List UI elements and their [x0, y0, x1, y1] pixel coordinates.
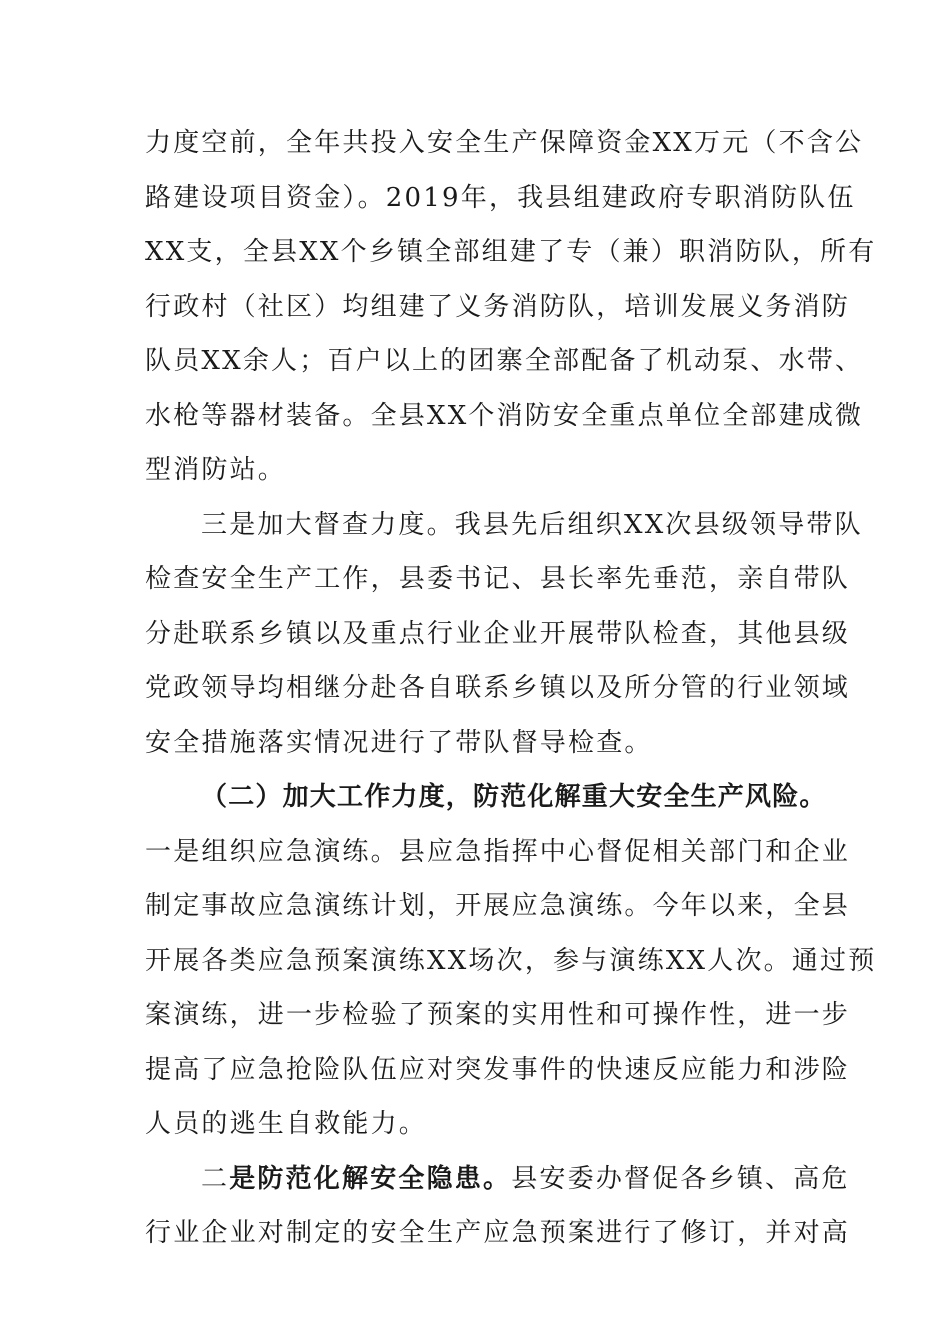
paragraph-line: 案演练，进一步检验了预案的实用性和可操作性，进一步: [145, 1000, 851, 1030]
paragraph-line: 型消防站。: [145, 455, 287, 485]
paragraph-line: 人员的逃生自救能力。: [145, 1109, 428, 1139]
paragraph-text: 县安委办督促各乡镇、高危: [511, 1164, 850, 1194]
paragraph-line: XX支，全县XX个乡镇全部组建了专（兼）职消防队，所有: [145, 237, 877, 267]
paragraph-line: 安全措施落实情况进行了带队督导检查。: [145, 728, 653, 758]
paragraph-line: 三是加大督查力度。我县先后组织XX次县级领导带队: [201, 510, 863, 540]
bold-subheading: 是防范化解安全隐患。: [229, 1164, 512, 1194]
paragraph-line: 队员XX余人；百户以上的团寨全部配备了机动泵、水带、: [145, 346, 864, 376]
paragraph-lead: 二: [201, 1164, 230, 1194]
paragraph-line: 提高了应急抢险队伍应对突发事件的快速反应能力和涉险: [145, 1055, 851, 1085]
section-heading: （二）加大工作力度，防范化解重大安全生产风险。: [201, 782, 827, 812]
paragraph-line: 分赴联系乡镇以及重点行业企业开展带队检查，其他县级: [145, 619, 851, 649]
paragraph-line: 党政领导均相继分赴各自联系乡镇以及所分管的行业领域: [145, 673, 851, 703]
paragraph-line: 检查安全生产工作，县委书记、县长率先垂范，亲自带队: [145, 564, 851, 594]
paragraph-line: 水枪等器材装备。全县XX个消防安全重点单位全部建成微: [145, 401, 864, 431]
paragraph-line: 开展各类应急预案演练XX场次，参与演练XX人次。通过预: [145, 946, 877, 976]
paragraph-line: 路建设项目资金）。2019年，我县组建政府专职消防队伍: [145, 183, 856, 213]
paragraph-line: 力度空前，全年共投入安全生产保障资金XX万元（不含公: [145, 128, 864, 158]
paragraph-line: [201, 1161, 850, 1197]
paragraph-line: 制定事故应急演练计划，开展应急演练。今年以来，全县: [145, 891, 851, 921]
paragraph-line: 一是组织应急演练。县应急指挥中心督促相关部门和企业: [145, 837, 851, 867]
paragraph-line: 行政村（社区）均组建了义务消防队，培训发展义务消防: [145, 292, 851, 322]
paragraph-line: 行业企业对制定的安全生产应急预案进行了修订，并对高: [145, 1218, 851, 1248]
